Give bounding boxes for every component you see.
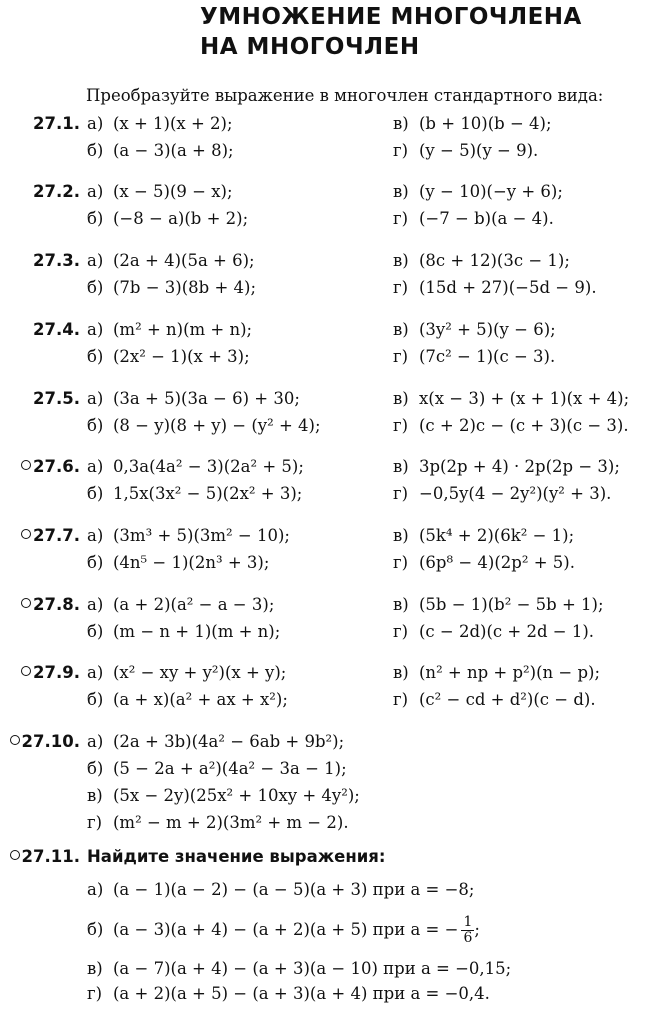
item-expression: (8 − y)(8 + y) − (y² + 4);	[113, 416, 321, 435]
item-expression: (m² − m + 2)(3m² + m − 2).	[113, 813, 349, 832]
item-expression: (a + 2)(a + 5) − (a + 3)(a + 4) при a = −0,4.	[113, 984, 490, 1003]
exercise-item	[393, 180, 563, 204]
exercise-item	[87, 593, 274, 617]
exercise-item	[393, 318, 556, 342]
exercise-item	[87, 982, 490, 1006]
item-expression: (7c² − 1)(c − 3).	[419, 347, 556, 366]
section-title-line2: НА МНОГОЧЛЕН	[200, 34, 420, 60]
item-expression: (8c + 12)(3c − 1);	[419, 251, 570, 270]
item-label: б)	[87, 347, 104, 366]
item-label: б)	[87, 416, 104, 435]
exercise-item	[87, 878, 475, 902]
item-label: в)	[393, 182, 409, 201]
item-expression: (5k⁴ + 2)(6k² − 1);	[419, 526, 575, 545]
circle-marker-icon	[10, 735, 20, 745]
exercise-item	[393, 482, 611, 506]
item-expression: (6p⁸ − 4)(2p² + 5).	[419, 553, 575, 572]
exercise-item	[87, 915, 480, 946]
exercise-item	[393, 524, 574, 548]
exercise-number-text: 27.5.	[33, 389, 80, 408]
item-expression: (7b − 3)(8b + 4);	[113, 278, 257, 297]
exercise-item	[87, 551, 269, 575]
item-expression: (c² − cd + d²)(c − d).	[419, 690, 596, 709]
item-expression: (y − 10)(−y + 6);	[419, 182, 563, 201]
item-expression: (15d + 27)(−5d − 9).	[419, 278, 597, 297]
item-label: б)	[87, 553, 104, 572]
exercise-item	[393, 593, 604, 617]
exercise-number-text: 27.4.	[33, 320, 80, 339]
item-label: а)	[87, 880, 104, 899]
exercise-number	[33, 249, 80, 273]
item-label: а)	[87, 251, 104, 270]
item-label: а)	[87, 389, 104, 408]
exercise-item	[87, 620, 280, 644]
item-expression: (−7 − b)(a − 4).	[419, 209, 554, 228]
item-label: г)	[393, 484, 409, 503]
fraction-numerator: 1	[463, 914, 473, 930]
item-expression: (y − 5)(y − 9).	[419, 141, 539, 160]
item-expression: (c − 2d)(c + 2d − 1).	[419, 622, 595, 641]
item-label: г)	[87, 813, 103, 832]
item-label: г)	[393, 278, 409, 297]
exercise-item	[393, 551, 575, 575]
item-tail: ;	[474, 920, 480, 939]
exercise-number	[21, 661, 80, 685]
exercise-item	[393, 414, 629, 438]
exercise-item	[87, 688, 288, 712]
item-label: г)	[393, 209, 409, 228]
item-label: в)	[393, 663, 409, 682]
exercise-number	[21, 593, 80, 617]
exercise-item	[87, 139, 234, 163]
exercise-item	[393, 207, 554, 231]
item-label: в)	[87, 959, 103, 978]
exercise-item	[87, 276, 256, 300]
item-expression: (x + 1)(x + 2);	[113, 114, 233, 133]
item-expression: (4n⁵ − 1)(2n³ + 3);	[113, 553, 270, 572]
item-expression: (2a + 3b)(4a² − 6ab + 9b²);	[113, 732, 345, 751]
circle-marker-icon	[10, 850, 20, 860]
item-expression: (x² − xy + y²)(x + y);	[113, 663, 287, 682]
exercise-item	[87, 455, 304, 479]
item-expression: x(x − 3) + (x + 1)(x + 4);	[419, 389, 630, 408]
item-label: в)	[393, 457, 409, 476]
exercise-number-text: 27.2.	[33, 182, 80, 201]
exercise-number-text: 27.11.	[21, 847, 80, 866]
item-expression: 0,3a(4a² − 3)(2a² + 5);	[113, 457, 304, 476]
item-label: в)	[393, 251, 409, 270]
exercise-item	[393, 455, 620, 479]
exercise-number-text: 27.1.	[33, 114, 80, 133]
item-expression: (a − 3)(a + 8);	[113, 141, 234, 160]
exercise-item	[393, 345, 555, 369]
exercise-number-text: 27.8.	[33, 595, 80, 614]
exercise-item	[87, 482, 302, 506]
item-label: б)	[87, 920, 104, 939]
exercise-number-text: 27.6.	[33, 457, 80, 476]
exercise-item	[87, 661, 286, 685]
exercise-number-text: 27.10.	[21, 732, 80, 751]
exercise-number	[10, 730, 80, 754]
exercise-item	[87, 414, 321, 438]
item-expression: (x − 5)(9 − x);	[113, 182, 233, 201]
item-label: а)	[87, 663, 104, 682]
exercise-item	[393, 139, 538, 163]
item-label: в)	[393, 526, 409, 545]
exercise-item	[393, 249, 570, 273]
item-label: г)	[393, 553, 409, 572]
item-label: б)	[87, 278, 104, 297]
exercise-item	[87, 180, 233, 204]
exercise-number	[21, 524, 80, 548]
item-expression: (5x − 2y)(25x² + 10xy + 4y²);	[113, 786, 360, 805]
exercise-item	[393, 661, 600, 685]
item-label: а)	[87, 595, 104, 614]
item-expression: 3p(2p + 4) · 2p(2p − 3);	[419, 457, 620, 476]
item-label: г)	[393, 141, 409, 160]
item-expression: (2a + 4)(5a + 6);	[113, 251, 255, 270]
item-label: б)	[87, 622, 104, 641]
exercise-number-text: 27.7.	[33, 526, 80, 545]
item-expression: −0,5y(4 − 2y²)(y² + 3).	[419, 484, 612, 503]
exercise-item	[87, 249, 255, 273]
item-label: г)	[393, 690, 409, 709]
item-expression: (a + x)(a² + ax + x²);	[113, 690, 288, 709]
circle-marker-icon	[21, 598, 31, 608]
exercise-item	[87, 345, 250, 369]
item-label: г)	[393, 347, 409, 366]
item-label: г)	[393, 622, 409, 641]
item-expression: (a + 2)(a² − a − 3);	[113, 595, 275, 614]
exercise-item	[393, 276, 597, 300]
item-label: б)	[87, 484, 104, 503]
exercise-item	[87, 318, 252, 342]
exercise-number	[10, 845, 80, 869]
exercise-item	[87, 524, 290, 548]
exercise-item	[393, 688, 596, 712]
item-label: а)	[87, 182, 104, 201]
item-label: г)	[393, 416, 409, 435]
item-expression: (3m³ + 5)(3m² − 10);	[113, 526, 290, 545]
circle-marker-icon	[21, 666, 31, 676]
item-expression: (a − 3)(a + 4) − (a + 2)(a + 5) при a = −	[113, 920, 459, 939]
item-expression: (m − n + 1)(m + n);	[113, 622, 281, 641]
section-title-line1: УМНОЖЕНИЕ МНОГОЧЛЕНА	[200, 4, 582, 30]
exercise-number	[21, 455, 80, 479]
instruction-text: Преобразуйте выражение в многочлен стандартного вида:	[86, 86, 604, 105]
exercise-item	[87, 387, 300, 411]
item-expression: (b + 10)(b − 4);	[419, 114, 552, 133]
item-label: а)	[87, 457, 104, 476]
exercise-item	[393, 620, 594, 644]
item-label: в)	[87, 786, 103, 805]
exercise-item	[87, 112, 233, 136]
exercise-heading: Найдите значение выражения:	[87, 847, 386, 866]
exercise-number	[33, 112, 80, 136]
item-expression: (a − 7)(a + 4) − (a + 3)(a − 10) при a = −0,15;	[113, 959, 512, 978]
exercise-item	[87, 957, 511, 981]
exercise-item	[393, 112, 552, 136]
item-expression: 1,5x(3x² − 5)(2x² + 3);	[113, 484, 303, 503]
exercise-number	[33, 180, 80, 204]
item-label: а)	[87, 114, 104, 133]
exercise-number-text: 27.9.	[33, 663, 80, 682]
item-label: г)	[87, 984, 103, 1003]
exercise-item	[87, 811, 349, 835]
exercise-number	[33, 318, 80, 342]
item-label: б)	[87, 690, 104, 709]
item-label: в)	[393, 114, 409, 133]
item-expression: (3y² + 5)(y − 6);	[419, 320, 556, 339]
item-expression: (5 − 2a + a²)(4a² − 3a − 1);	[113, 759, 347, 778]
item-label: б)	[87, 209, 104, 228]
circle-marker-icon	[21, 460, 31, 470]
item-label: б)	[87, 759, 104, 778]
item-expression: (c + 2)c − (c + 3)(c − 3).	[419, 416, 629, 435]
exercise-item	[87, 730, 344, 754]
item-expression: (a − 1)(a − 2) − (a − 5)(a + 3) при a = −8;	[113, 880, 475, 899]
circle-marker-icon	[21, 529, 31, 539]
exercise-number-text: 27.3.	[33, 251, 80, 270]
item-label: в)	[393, 389, 409, 408]
exercise-item	[87, 757, 347, 781]
item-expression: (−8 − a)(b + 2);	[113, 209, 249, 228]
item-label: б)	[87, 141, 104, 160]
exercise-item	[87, 207, 248, 231]
item-expression: (5b − 1)(b² − 5b + 1);	[419, 595, 604, 614]
exercise-item	[87, 784, 360, 808]
exercise-item	[393, 387, 629, 411]
item-expression: (3a + 5)(3a − 6) + 30;	[113, 389, 300, 408]
exercise-number	[33, 387, 80, 411]
item-expression: (2x² − 1)(x + 3);	[113, 347, 250, 366]
item-label: а)	[87, 526, 104, 545]
item-expression: (n² + np + p²)(n − p);	[419, 663, 601, 682]
item-expression: (m² + n)(m + n);	[113, 320, 253, 339]
item-label: в)	[393, 595, 409, 614]
fraction-denominator: 6	[463, 930, 473, 946]
item-label: а)	[87, 320, 104, 339]
fraction	[461, 915, 474, 946]
item-label: а)	[87, 732, 104, 751]
item-label: в)	[393, 320, 409, 339]
